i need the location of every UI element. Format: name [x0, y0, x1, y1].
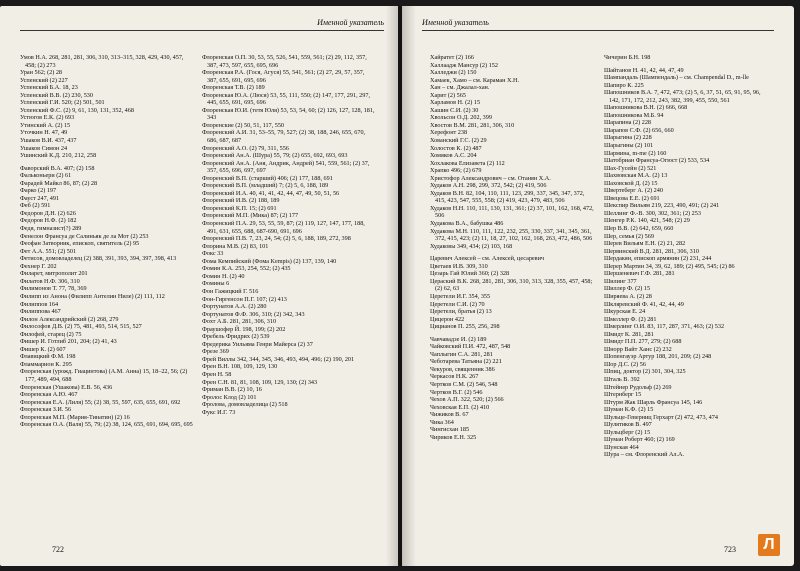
index-entry: Фишер И. Готлиб 201, 204; (2) 41, 43 [20, 338, 117, 346]
index-entry: Успенский Г.И. 520; (2) 501, 501 [20, 99, 105, 107]
index-entry: Флоренский П.А. 29, 53, 55, 59, 87; (2) 119, 127, 147, 177, 188, 491, 631, 655, 688, 687-690, 691, 696 [202, 220, 365, 235]
index-entry: Чехов А.П. 322, 520; (2) 566 [430, 396, 504, 404]
index-entry: Шкляревский Ф. 41, 42, 44, 49 [604, 300, 684, 308]
index-entry: Шердакян, епископ армянин (2) 231, 244 [604, 255, 712, 263]
index-entry: Чавчавадзе И. (2) 189 [430, 335, 487, 343]
index-entry: Флавицкий Ф.М. 198 [20, 353, 76, 361]
index-entry: Худаковы 349, 434; (2) 103, 168 [430, 242, 513, 250]
index-entry: Феб (2) 591 [20, 202, 51, 210]
index-entry: Церетели И.Г. 354, 355 [430, 292, 491, 300]
index-entry: Фенелон Франсуа де Салиньяк де ла Мот (2) 253 [20, 232, 149, 240]
index-entry: Филиппов 164 [20, 300, 59, 308]
index-entry: Флоренская О.П. 30, 53, 55, 526, 541, 559, 561; (2) 29, 112, 357, 387, 473, 597, 655, 695, 696 [202, 54, 367, 69]
index-entry: Федоров Н.Ф. (2) 182 [20, 217, 77, 225]
index-entry: Худаков Н.Н. 110, 111, 130, 131, 361; (2) 37, 101, 162, 168, 472, 506 [430, 204, 594, 220]
index-entry: Флоренская Р.А. (Гося, Агуся) 55, 541, 561; (2) 27, 29, 57, 357, 387, 655, 691, 695, 696 [202, 69, 365, 84]
index-entry: Фрей Виллы 342, 344, 345, 346, 493, 494, 496; (2) 190, 201 [202, 355, 355, 363]
index-entry: Шарыгины (2) 101 [604, 142, 654, 150]
index-entry: Халлаадж Мансур (2) 152 [430, 61, 498, 69]
index-entry: Флоренские (2) 50, 51, 117, 550 [202, 121, 285, 129]
index-entry: Флоренская А.Ю. 467 [20, 391, 78, 399]
index-entry: Успенский (2) 227 [20, 76, 68, 84]
index-entry: Фламмарион К. 295 [20, 360, 72, 368]
index-entry: Шарапина (2) 228 [604, 119, 652, 127]
index-entry: Швертеберг А. (2) 240 [604, 187, 663, 195]
index-entry: Фон Гажицкий Г. 516 [202, 287, 259, 295]
index-entry: Фролос Клод (2) 101 [202, 393, 257, 401]
index-entry: Шаховской Д. (2) 15 [604, 179, 658, 187]
index-entry: Шапошников В.А. 7, 472, 473; (2) 5, 6, 37, 51, 65, 91, 95, 96, 142, 171, 172, 212, 243, 382, 399, 455, 550, 561 [604, 89, 761, 104]
index-entry: Шура – см. Флоренский Ал.А. [604, 451, 685, 459]
index-entry: Шервинский В.Д. 281, 281, 306, 310 [604, 247, 699, 255]
left-columns [20, 54, 384, 536]
index-entry: Харламов Н. (2) 15 [430, 99, 481, 107]
index-entry: Филиппова 467 [20, 308, 61, 316]
index-entry: Флоренская Е.А. (Лиля) 55; (2) 38, 55, 597, 635, 655, 691, 692 [20, 398, 181, 406]
index-entry: Флоренская З.И. 56 [20, 406, 72, 414]
index-entry: Фарадей Майкл 86, 87; (2) 28 [20, 179, 98, 187]
index-entry: Флоренский А.И. 31, 53–55, 79, 527; (2) 38, 188, 246, 655, 670, 686, 687, 687 [202, 129, 366, 145]
index-entry: Фукс И.Г. 73 [202, 408, 236, 416]
index-entry: Фомин Н. (2) 40 [202, 272, 245, 280]
index-entry: Флоренская Т.В. (2) 189 [202, 84, 265, 92]
index-entry: Худаков А.Н. 298, 299, 372, 542; (2) 419, 506 [430, 182, 547, 190]
index-entry: Флоренский П.В. 7, 23, 24, 54; (2) 5, 6, 188, 189, 272, 398 [202, 235, 351, 243]
index-entry: Шершеневич Г.Ф. 281, 281 [604, 270, 675, 278]
index-entry: Хан – см. Джалал-хан. [430, 84, 490, 92]
index-entry: Штейнер Рудольф (2) 269 [604, 383, 672, 391]
index-entry: Шатобриан Франсуа-Огюст (2) 533, 534 [604, 157, 710, 165]
index-entry: Чичерин Б.Н. 198 [604, 54, 651, 61]
index-entry: Шилинг 377 [604, 277, 637, 285]
index-entry: Шеллинг Ф.-В. 300, 302, 361; (2) 253 [604, 209, 701, 217]
index-entry: Шталь В. 392 [604, 375, 640, 383]
left-column-1 [20, 54, 202, 536]
index-entry: Швецова Е.Е. (2) 691 [604, 194, 660, 202]
index-entry: Хованский Г.С. (2) 29 [430, 137, 487, 145]
index-entry: Фриман В.В. (2) 10, 16 [202, 386, 262, 394]
index-entry: Фредерика Уильяма Генри Майерса (2) 37 [202, 340, 313, 348]
right-page [402, 6, 794, 566]
index-entry: Филон Александрийский (2) 268, 279 [20, 315, 119, 323]
index-entry: Шкурская Е. 24 [604, 308, 646, 316]
index-entry: Фокс 33 [202, 250, 224, 258]
index-entry: Шпиц, доктор (2) 301, 304, 325 [604, 368, 686, 376]
index-entry: Флоренский Ан.А. (Аня, Андрик, Андрей) 541, 559, 561; (2) 37, 357, 655, 696, 697, 697 [202, 159, 370, 175]
index-entry: Флоренская Ю.А. (Люся) 53, 55, 111, 550; (2) 147, 177, 291, 297, 445, 655, 691, 695, 696 [202, 91, 370, 107]
index-entry: Хвольсон О.Д. 202, 399 [430, 114, 492, 122]
index-entry: Хамаек, Хамо – см. Караман Х.Н. [430, 76, 519, 84]
index-entry: Умов Н.А. 268, 281, 281, 306, 310, 313–315, 328, 429, 430, 457, 458; (2) 273 [20, 54, 184, 69]
index-entry: Фетисов, домовладелец (2) 388, 391, 393, 394, 397, 398, 413 [20, 255, 177, 263]
index-entry: Успенский Б.А. 18, 23 [20, 84, 78, 92]
index-entry: Церетели, братья (2) 13 [430, 308, 492, 316]
index-entry: Шайтанов Н. 41, 42, 44, 47, 49 [604, 66, 684, 74]
index-entry: Чингисхан 185 [430, 426, 470, 434]
index-entry: Цицианов П. 255, 256, 298 [430, 323, 500, 331]
index-entry: Шармина, m-me (2) 160 [604, 149, 667, 157]
index-entry: Философов Д.В. (2) 75, 481, 493, 514, 515, 527 [20, 323, 142, 331]
index-entry: Ушаков В.И. 437, 437 [20, 137, 77, 145]
index-entry: Фохт А.Б. 281, 281, 306, 310 [202, 318, 277, 326]
index-entry: Шекспир Вильям 219, 223, 490, 491; (2) 241 [604, 202, 720, 210]
index-entry: Уран 562; (2) 28 [20, 69, 63, 77]
index-entry: Флоренский М.П. (Мика) 87; (2) 177 [202, 212, 299, 220]
index-entry: Флоренский А.О. (2) 79, 311, 556 [202, 144, 289, 152]
index-entry: Флоренский Ан.А. (Шура) 55, 79; (2) 655, 692, 693, 693 [202, 152, 348, 160]
page-number-right: 723 [724, 545, 736, 554]
index-entry: Шер, семья (2) 569 [604, 232, 654, 240]
index-entry: Шунская 464 [604, 443, 639, 451]
index-entry: Штурм Жак Шарль Франсуа 145, 146 [604, 398, 703, 406]
index-entry: Флоренская (Ушакова) Е.В. 56, 436 [20, 383, 113, 391]
index-entry: Чертков В.Г. (2) 546 [430, 388, 483, 396]
index-entry: Хайратет (2) 166 [430, 54, 474, 61]
index-entry: Успенский Ф.С. (2) 9, 61, 130, 131, 352, 468 [20, 106, 134, 114]
index-entry: Фаворский В.А. 407; (2) 158 [20, 164, 95, 172]
index-entry: Флоренский В.П. (старший) 406; (2) 177, 188, 691 [202, 174, 333, 182]
index-entry: Шульце-Геверниц Герхарт (2) 472, 473, 474 [604, 413, 718, 421]
index-entry: Флорина М.В. (2) 83, 101 [202, 242, 269, 250]
index-entry: Чеботарева Татьяна (2) 221 [430, 358, 502, 366]
index-entry: Чижиков В. 67 [430, 411, 469, 419]
index-entry: Шер В.В. (2) 642, 659, 660 [604, 225, 674, 233]
index-entry: Чаплыгин С.А. 281, 281 [430, 350, 493, 358]
index-entry: Френ С.Н. 81, 81, 108, 109, 129, 130; (2) 343 [202, 378, 318, 386]
index-entry: Флоренская (урожд. Гиацинтова) (А.М. Анна) 15, 18–22, 56; (2) 177, 489, 494, 688 [20, 368, 188, 383]
index-entry: Флоренский И.А. 40, 41, 41, 42, 44, 47, 49, 50, 51, 56 [202, 189, 340, 197]
index-entry: Флоренский В.П. (младший) 7; (2) 5, 6, 188, 189 [202, 182, 329, 190]
index-entry: Чайковский П.И. 472, 487, 548 [430, 343, 511, 351]
index-entry: Шмерлинг О.И. 83, 117, 287, 371, 463; (2) 532 [604, 323, 725, 331]
left-column-2 [202, 54, 384, 536]
index-entry: Шапошникова М.Б. 94 [604, 111, 664, 119]
index-entry: Шуман Роберт 460; (2) 169 [604, 436, 675, 444]
index-entry: Фон-Гиргенсон П.Г. 107; (2) 413 [202, 295, 287, 303]
index-entry: Фомин К.А. 253, 254, 552; (2) 435 [202, 265, 291, 273]
index-entry: Шерер Мартин 34, 39, 62, 189; (2) 495, 545; (2) 86 [604, 262, 735, 270]
right-columns [430, 54, 778, 536]
index-entry: Шопенгауэр Артур 188, 201, 209; (2) 248 [604, 353, 712, 361]
index-entry: Филатов Н.Ф. 306, 310 [20, 277, 80, 285]
index-entry: Цераский В.К. 268, 281, 281, 306, 310, 313, 328, 355, 457, 458; (2) 62, 63 [430, 277, 593, 293]
index-entry: Шмеллер Ф. (2) 281 [604, 315, 657, 323]
index-entry: Фет А.А. 551; (2) 501 [20, 247, 77, 255]
index-entry: Цицерон 422 [430, 315, 465, 323]
index-entry: Флоренская М.П. (Мария-Тинатин) (2) 16 [20, 413, 130, 421]
index-entry: Черкасов Н.К. 267 [430, 373, 479, 381]
index-entry: Фальконьери (2) 61 [20, 172, 72, 180]
index-entry: Фрезе 369 [202, 348, 229, 356]
index-entry: Храпко 496; (2) 679 [430, 167, 482, 175]
index-entry: Холостов К. (2) 487 [430, 144, 482, 152]
index-entry: Херефонт 238 [430, 129, 468, 137]
index-entry: Церетели С.И. (2) 70 [430, 300, 485, 308]
index-entry: Чеховская Е.П. (2) 410 [430, 403, 490, 411]
index-entry: Халледжи (2) 150 [430, 69, 477, 77]
index-entry: Утинский А. (2) 15 [20, 121, 71, 129]
index-entry: Худакова М.Н. 110, 111, 122, 232, 255, 330, 337, 341, 345, 361, 372, 415, 423; (2) 11, 18, 27, 102, 162, 168, 263, 472, 486, 506 [430, 227, 593, 243]
index-entry: Шах-Гусейн (2) 521 [604, 164, 657, 172]
index-entry: Флоренская О.А. (Валя) 55, 79; (2) 38, 124, 655, 691, 694, 695, 695 [20, 421, 193, 429]
index-entry: Филимонов Т. 77, 78, 369 [20, 285, 87, 293]
index-entry: Филипп из Анона (Филипп Антелин Ниле) (2) 111, 112 [20, 292, 165, 300]
index-entry: Шапошникова В.Н. (2) 666, 668 [604, 104, 688, 112]
index-entry: Чика 364 [430, 418, 454, 426]
index-entry: Христофор Александрович – см. Отанян Х.А. [430, 174, 551, 182]
index-entry: Шор Д.С. (2) 56 [604, 360, 646, 368]
index-entry: Хохлакова Елизавета (2) 112 [430, 159, 505, 167]
right-column-2 [604, 54, 778, 536]
index-entry: Фома Кемпийский (Фома Kempis) (2) 137, 139, 140 [202, 257, 337, 265]
index-entry: Флоренская Ю.И. (тетя Юля) 53, 53, 54, 60; (2) 126, 127, 128, 181, 343 [202, 106, 375, 122]
index-entry: Шапиро К. 225 [604, 81, 644, 89]
index-entry: Фортунатов Ф.Ф. 306, 310; (2) 342, 343 [202, 310, 305, 318]
index-entry: Фраушофер Й. 198, 199; (2) 202 [202, 325, 286, 333]
left-page [0, 6, 398, 566]
index-entry: Хашин С.И. (2) 30 [430, 106, 479, 114]
index-entry: Чекуров, священник 386 [430, 365, 495, 373]
index-entry: Хвостов В.М. 281, 281, 306, 310 [430, 121, 515, 129]
index-entry: Шиллер Ф. (2) 15 [604, 285, 651, 293]
index-entry: Флоренский И.В. (2) 188, 189 [202, 197, 280, 205]
index-entry: Худакова В.А., бабушка 486 [430, 220, 504, 228]
index-entry: Фребель Фридрих (2) 539 [202, 333, 270, 341]
index-entry: Федоров Д.Н. (2) 626 [20, 209, 76, 217]
right-column-1 [430, 54, 604, 536]
index-entry: Фауст 247, 491 [20, 194, 60, 202]
index-entry: Шулятиков В. 497 [604, 421, 652, 429]
index-entry: Флоренский К.П. 15; (2) 691 [202, 204, 277, 212]
running-head-right: Именной указатель [422, 16, 774, 31]
index-entry: Цветаев И.В. 309, 310 [430, 262, 488, 270]
index-entry: Федя, гимназист(?) 289 [20, 225, 82, 233]
index-entry: Чертков С.М. (2) 546, 548 [430, 380, 498, 388]
index-entry: Фишер К. (2) 607 [20, 345, 66, 353]
index-entry: Шуман К.Ф. (2) 15 [604, 406, 654, 414]
index-entry: Штернберг 15 [604, 391, 642, 399]
running-head-left: Именной указатель [20, 16, 384, 31]
index-entry: Филарет, митрополит 201 [20, 270, 88, 278]
index-entry: Худаков В.Н. 82, 104, 110, 111, 123, 299, 337, 345, 347, 372, 415, 423, 547, 555, 558; (2) 419, 423, 479, 483, 506 [430, 189, 585, 205]
index-entry: Уточкин Н. 47, 49 [20, 129, 68, 137]
index-entry: Шульцберг (2) 15 [604, 428, 651, 436]
index-entry: Харит (2) 565 [430, 91, 466, 99]
page-number-left: 722 [52, 545, 64, 554]
index-entry: Шмидт П.П. 277, 279; (2) 688 [604, 338, 682, 346]
index-entry: Царевич Алексей – см. Алексей, цесаревич [430, 255, 545, 263]
index-entry: Ширяева А. (2) 28 [604, 292, 652, 300]
index-entry: Шнорр Вайт Ханс (2) 232 [604, 345, 672, 353]
index-entry: Фомины 6 [202, 280, 230, 288]
index-entry: Шерев Вильям Е.Н. (2) 21, 282 [604, 240, 686, 248]
index-entry: Цезарь Гай Юлий 360; (2) 328 [430, 270, 510, 278]
index-entry: Фролова, домовладелица (2) 518 [202, 401, 288, 409]
index-entry: Ушаков Симон 24 [20, 144, 68, 152]
index-entry: Шенгер Р.К. 140, 421, 548; (2) 29 [604, 217, 690, 225]
index-entry: Ушинский К.Д. 210, 212, 258 [20, 152, 97, 160]
watermark-logo: Л [758, 534, 780, 556]
index-entry: Феофан Затворник, епископ, святитель (2) 95 [20, 240, 140, 248]
index-entry: Шарапов С.Ф. (2) 656, 660 [604, 126, 674, 134]
index-entry: Успенский В.В. (2) 230, 530 [20, 91, 93, 99]
index-entry: Шмидт К. 281, 281 [604, 330, 654, 338]
index-entry: Чириков Е.Н. 325 [430, 433, 477, 441]
index-entry: Фортунатов А.А. (2) 280 [202, 303, 267, 311]
index-entry: Фарко (2) 197 [20, 187, 57, 195]
index-entry: Хомяков А.С. 204 [430, 152, 477, 160]
index-entry: Филофей, старец (2) 75 [20, 330, 82, 338]
index-entry: Шахвовская М.А. (2) 13 [604, 172, 668, 180]
index-entry: Шарыгина (2) 228 [604, 134, 652, 142]
index-entry: Шампандаль (Шампендаль) – см. Champendal D., m-lle [604, 74, 749, 82]
index-entry: Фехнер Г. 202 [20, 262, 57, 270]
index-entry: Устюгов Е.К. (2) 693 [20, 114, 75, 122]
index-entry: Френ В.Н. 108, 109, 129, 130 [202, 363, 278, 371]
index-entry: Френ Н. 58 [202, 370, 232, 378]
